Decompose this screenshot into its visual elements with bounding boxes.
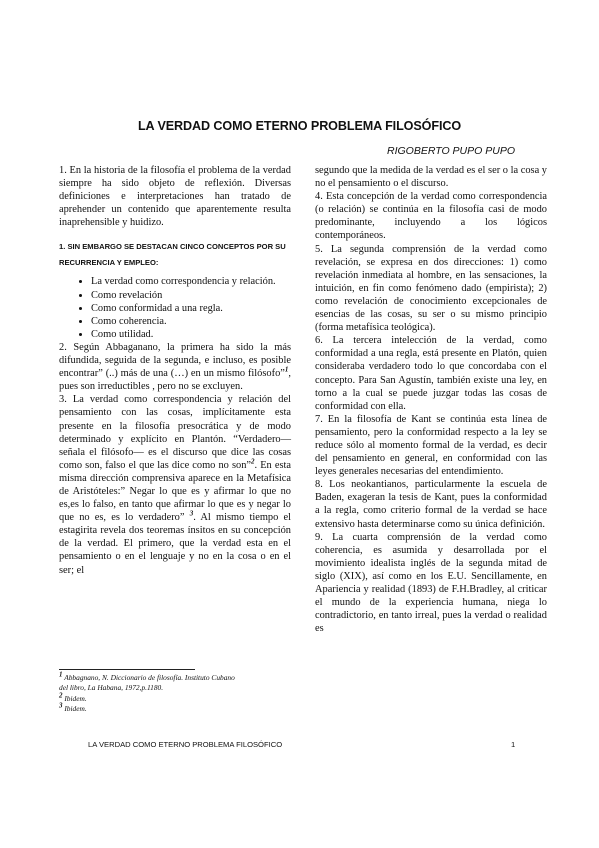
author-name: RIGOBERTO PUPO PUPO <box>387 145 515 157</box>
left-column <box>59 164 291 577</box>
footnote-number: 1 <box>59 670 63 679</box>
footnote-ref-3[interactable]: 3 <box>189 509 194 518</box>
paragraph-5: 5. La segunda comprensión de la verdad como revelación, se expresa en dos direcciones: 1) como revelación inmediata al hombre, en las sensaciones, la intuición, en fin como fenómeno dado (empirista); 2) como revelación de conocimiento excepcionales de esencias de las cosas, su ser o su mismo principio (forma metafísica teológica). <box>315 243 547 334</box>
paragraph-3 <box>59 393 291 576</box>
paragraph-6: 6. La tercera intelección de la verdad, como conformidad a una regla, está presente en Platón, quien consideraba verdadero todo lo que concordaba con el concepto. Para San Agustín, también existe una ley, en torno a la cual se puede juzgar todas las cosas de conformidad con ella. <box>315 335 547 412</box>
paragraph-1: 1. En la historia de la filosofía el problema de la verdad siempre ha sido objeto de reflexión. Diversas definiciones e interpretaciones han tratado de aprehender un contenido que aparentemente resulta inaprehensible y huidizo. <box>59 165 291 229</box>
footnote-text: Ibidem. <box>62 693 87 703</box>
list-item: • Como utilidad. <box>91 328 291 341</box>
footnote-number: 3 <box>59 701 63 710</box>
list-item: • La verdad como correspondencia y relación. <box>91 275 291 288</box>
footnotes <box>59 670 244 714</box>
paragraph-2-text-b: , pues son irreductibles , pero no se excluyen. <box>59 368 291 393</box>
footnote-text: Abbagnano, N. Diccionario de filosofía. Instituto Cubano del libro, La Habana, 1972,p.1180. <box>59 673 235 693</box>
list-item: • Como revelación <box>91 289 291 302</box>
footnote-item <box>59 670 244 694</box>
footnote-ref-2[interactable]: 2 <box>251 457 255 466</box>
paragraph-3-text-b: . En esta misma dirección comprensiva aparece en la Metafísica de Aristóteles:” Negar lo que es y afirmar lo que no es,es lo falso, en tanto que afirmar lo que es y negar lo que no es, es lo verdadero” <box>59 459 291 524</box>
paragraph-8: 8. Los neokantianos, particularmente la escuela de Baden, exageran la tesis de Kant, pues la conformidad a la regla, como criterio formal de la verdad se hace extensivo hasta determinarse como su única definición. <box>315 479 547 530</box>
footer-running-title: LA VERDAD COMO ETERNO PROBLEMA FILOSÓFICO <box>88 740 283 749</box>
footnote-ref-1[interactable]: 1 <box>284 365 289 374</box>
page-title: LA VERDAD COMO ETERNO PROBLEMA FILOSÓFICO <box>137 119 462 133</box>
paragraph-3-continued: segundo que la medida de la verdad es el ser o la cosa y no el pensamiento o el discurso. <box>315 165 547 190</box>
list-item: • Como conformidad a una regla. <box>91 302 291 315</box>
footnote-item <box>59 691 244 704</box>
footnote-number: 2 <box>59 691 63 700</box>
page-number: 1 <box>511 740 516 749</box>
paragraph-3-text-c: . Al mismo tiempo el estagirita revela dos teoremas ínsitos en su concepción de la verdad. El primero, que la verdad esta en el pensamiento o en el lenguaje y no en la cosa o en el ser; el <box>59 512 292 576</box>
right-column <box>315 164 547 635</box>
list-item: • Como coherencia. <box>91 315 291 328</box>
paragraph-9: 9. La cuarta comprensión de la verdad como coherencia, es asumida y desarrollada por el movimiento idealista inglés de la segunda mitad de siglo (XIX), así como en los E.U. Sencillamente, en Apariencia y realidad (1893) de F.H.Bradley, al criticar el mundo de la experiencia humana, niega lo contradictorio, en tanto irreal, pues la verdad o realidad es <box>315 531 547 635</box>
paragraph-2-text-a: 2. Según Abbaganano, la primera ha sido la más difundida, seguida de la segunda, e incluso, es posible encontrar” (..) más de una (…) en un mismo filósofo” <box>59 341 291 380</box>
paragraph-4: 4. Esta concepción de la verdad como correspondencia (o relación) se continúa en la filosofía casi de modo predominante, incluyendo a los lógicos contemporáneos. <box>315 191 547 242</box>
footnote-text: Ibidem. <box>62 703 87 713</box>
footnote-item <box>59 701 244 714</box>
paragraph-3-text-a: 3. La verdad como correspondencia y relación del pensamiento con las cosas, implícitamente esta presente en la filosofía presocrática y de modo determinado y explícito en Plantón. “Verdadero—señala el filósofo— es el discurso que dice las cosas como son, falso el que las dice como no son” <box>59 394 291 471</box>
paragraph-2 <box>59 341 291 393</box>
paragraph-7: 7. En la filosofía de Kant se continúa esta línea de pensamiento, pero la conformidad respecto a la ley se reduce sólo al momento formal de la verdad, es decir del pensamiento en general, en conformidad con las leyes generales necesarias del entendimiento. <box>315 413 547 478</box>
section-heading: 1. SIN EMBARGO SE DESTACAN CINCO CONCEPTOS POR SU RECURRENCIA Y EMPLEO: <box>59 242 286 268</box>
concept-list <box>59 275 291 340</box>
footnote-divider <box>59 669 195 670</box>
